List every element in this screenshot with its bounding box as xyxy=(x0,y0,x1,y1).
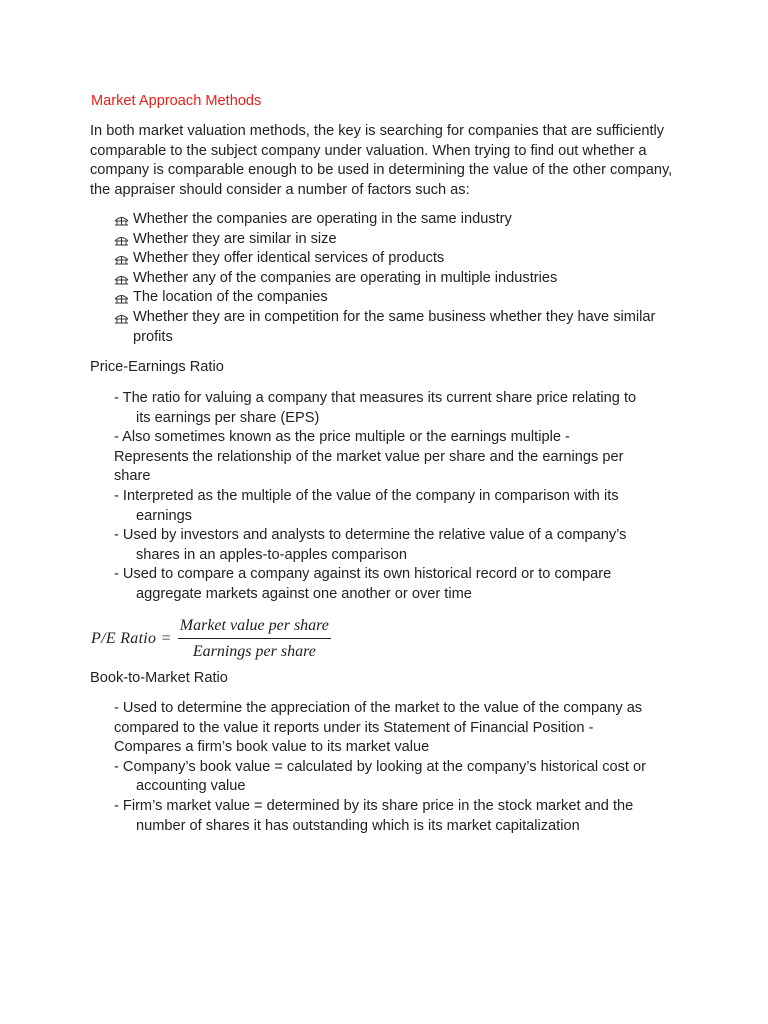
pe-points xyxy=(114,389,674,605)
formula-denominator: Earnings per share xyxy=(192,643,316,660)
list-item xyxy=(114,269,684,289)
list-item-text: profits xyxy=(133,328,173,345)
line-text: earnings xyxy=(136,507,192,524)
list-item xyxy=(114,758,674,778)
list-item xyxy=(114,777,674,797)
list-item xyxy=(114,738,674,758)
list-item xyxy=(114,817,674,837)
section-title-pe: Price-Earnings Ratio xyxy=(90,359,224,375)
line-text: Represents the relationship of the market value per share and the earnings per xyxy=(114,448,624,465)
list-item-text: Whether the companies are operating in the same industry xyxy=(133,211,512,227)
line-text: - Used to determine the appreciation of the market to the value of the company as xyxy=(114,700,643,716)
line-text: - Company’s book value = calculated by looking at the company’s historical cost or xyxy=(114,758,647,775)
line-text: its earnings per share (EPS) xyxy=(136,409,320,426)
list-item-continuation xyxy=(114,328,684,348)
list-item xyxy=(114,428,674,448)
bridge-bullet-icon xyxy=(114,292,129,304)
list-item xyxy=(114,230,684,250)
list-item-text: The location of the companies xyxy=(133,289,328,306)
bridge-bullet-icon xyxy=(114,273,129,285)
list-item xyxy=(114,288,684,308)
list-item xyxy=(114,487,674,507)
factor-list xyxy=(114,210,684,347)
section-title-btm: Book-to-Market Ratio xyxy=(90,670,228,686)
list-item-text: Whether they are similar in size xyxy=(133,230,337,247)
list-item xyxy=(114,719,674,739)
list-item xyxy=(114,249,684,269)
list-item-text: Whether they are in competition for the same business whether they have similar xyxy=(133,308,656,325)
list-item xyxy=(114,565,674,585)
line-text: Compares a firm’s book value to its market value xyxy=(114,739,430,756)
line-text: - The ratio for valuing a company that measures its current share price relating to xyxy=(114,390,637,406)
list-item xyxy=(114,448,674,468)
line-text: share xyxy=(114,468,151,485)
list-item xyxy=(114,507,674,527)
list-item xyxy=(114,210,684,230)
list-item xyxy=(114,546,674,566)
line-text: - Also sometimes known as the price multiple or the earnings multiple - xyxy=(114,429,570,446)
formula-fraction xyxy=(178,616,331,661)
list-item-text: Whether any of the companies are operating in multiple industries xyxy=(133,269,558,286)
pe-ratio-formula xyxy=(91,614,331,664)
line-text: shares in an apples-to-apples comparison xyxy=(136,546,407,563)
list-item xyxy=(114,585,674,605)
bridge-bullet-icon xyxy=(114,214,129,226)
line-text: - Used to compare a company against its own historical record or to compare xyxy=(114,566,612,583)
list-item xyxy=(114,389,674,409)
bridge-bullet-icon xyxy=(114,253,129,265)
formula-lhs: P/E Ratio = xyxy=(91,630,172,648)
line-text: - Used by investors and analysts to determine the relative value of a company’s xyxy=(114,527,627,544)
page-heading: Market Approach Methods xyxy=(91,93,262,109)
btm-points xyxy=(114,699,674,836)
list-item xyxy=(114,308,684,328)
list-item-text: Whether they offer identical services of products xyxy=(133,250,445,267)
line-text: accounting value xyxy=(136,778,246,795)
line-text: - Firm’s market value = determined by its share price in the stock market and the xyxy=(114,797,634,814)
list-item xyxy=(114,699,674,719)
list-item xyxy=(114,409,674,429)
line-text: compared to the value it reports under its Statement of Financial Position - xyxy=(114,719,594,736)
intro-paragraph: In both market valuation methods, the key is searching for companies that are sufficiently comparable to the subject company under valuation. When trying to find out whether a company is comparable enough to be used in determining the value of the other company, the appraiser should consider a number of factors such as: xyxy=(90,123,673,198)
line-text: - Interpreted as the multiple of the value of the company in comparison with its xyxy=(114,487,619,504)
line-text: number of shares it has outstanding which is its market capitalization xyxy=(136,817,580,834)
list-item xyxy=(114,797,674,817)
list-item xyxy=(114,467,674,487)
line-text: aggregate markets against one another or over time xyxy=(136,585,472,602)
list-item xyxy=(114,526,674,546)
bridge-bullet-icon xyxy=(114,234,129,246)
formula-numerator: Market value per share xyxy=(179,617,329,635)
bridge-bullet-icon xyxy=(114,312,129,324)
